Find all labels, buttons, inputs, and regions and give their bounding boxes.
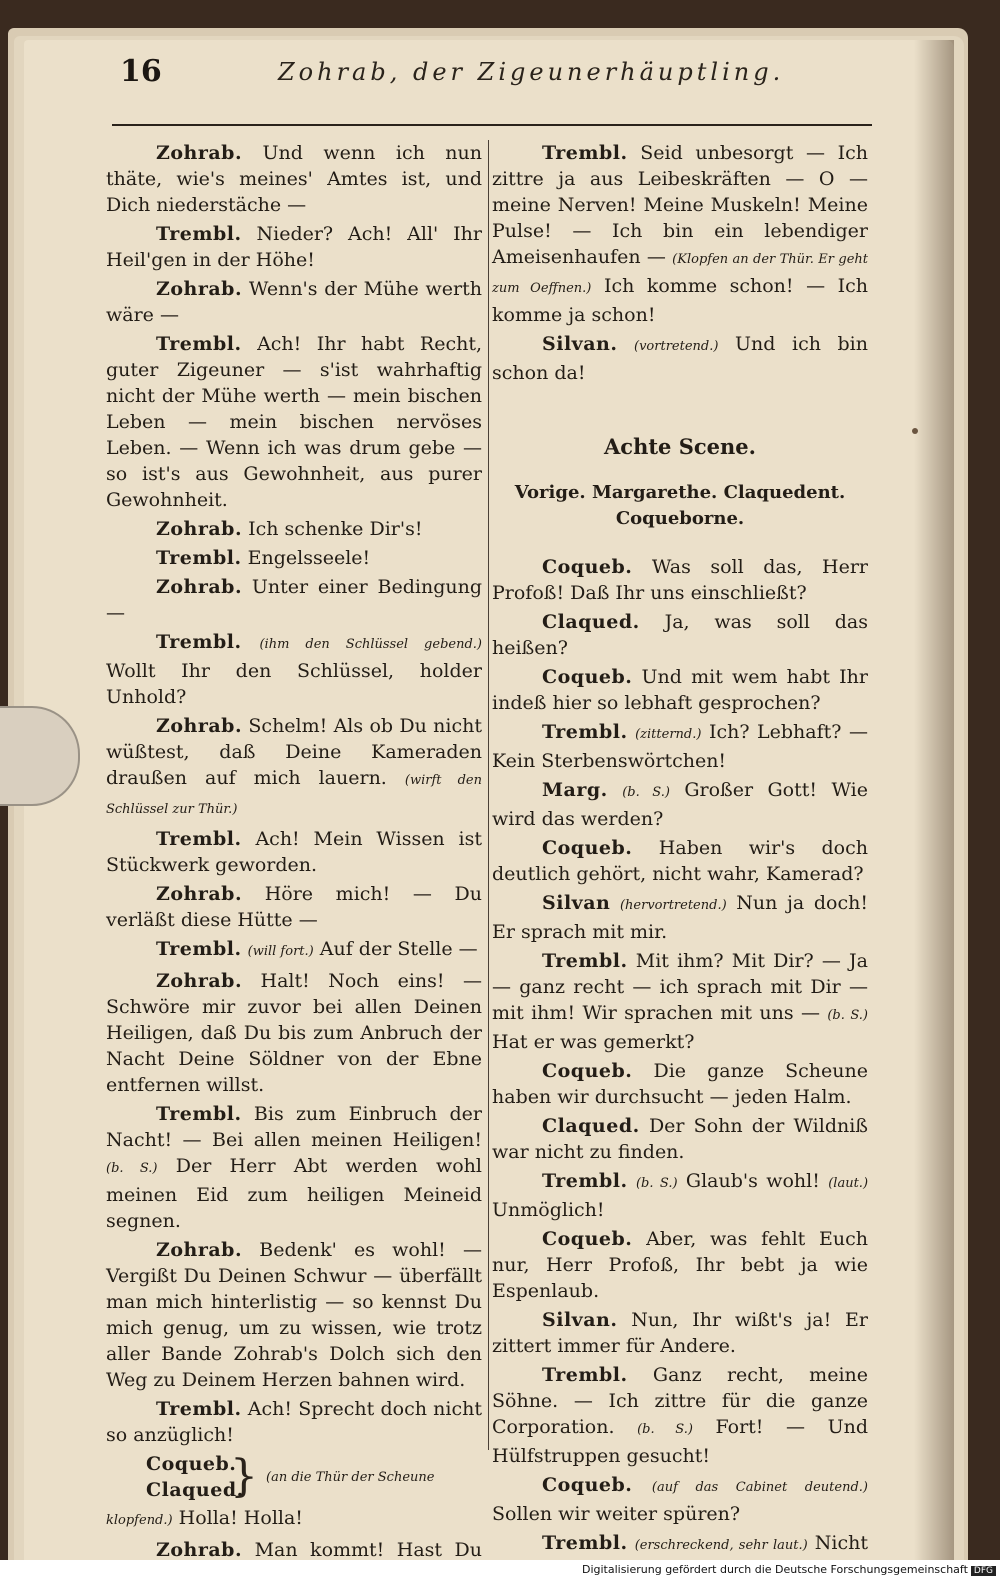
speaker: Silvan. (542, 1309, 618, 1331)
speech-text: Holla! Holla! (178, 1507, 303, 1529)
stage-direction: (b. S.) (635, 1176, 678, 1191)
speaker: Marg. (542, 779, 608, 801)
speaker: Trembl. (542, 950, 628, 972)
speech-text: Unter einer Bedingung — (106, 576, 482, 624)
left-column (106, 140, 482, 1560)
cast-line: Vorige. Margarethe. Claquedent. (514, 482, 846, 503)
speech-text-cont: Unmöglich! (492, 1199, 605, 1221)
speech-text: Wollt Ihr den Schlüssel, holder Unhold? (106, 660, 482, 708)
speech-text: Aber, was fehlt Euch nur, Herr Profoß, Ihr bebt ja wie Espenlaub. (492, 1228, 868, 1302)
paper-spot (912, 428, 918, 434)
brace-glyph: } (230, 1451, 258, 1502)
speech-text: Ganz recht, meine Söhne. — Ich zittre für die ganze Corporation. (492, 1364, 868, 1438)
stage-direction: (laut.) (828, 1176, 869, 1191)
speech (492, 1113, 868, 1165)
stage-direction: (vortretend.) (634, 339, 719, 354)
speech (492, 1472, 868, 1527)
speech (492, 140, 868, 328)
speaker: Coqueb. (542, 556, 633, 578)
stage-direction: (will fort.) (247, 944, 314, 959)
speaker: Zohrab. (156, 576, 243, 598)
speech-text: Man kommt! Hast Du (254, 1539, 482, 1560)
speaker: Zohrab. (156, 1239, 243, 1261)
speech (106, 516, 482, 542)
speech-text: Engelsseele! (247, 547, 371, 569)
speech-text: Und mit wem habt Ihr indeß hier so lebhaft gesprochen? (492, 666, 868, 714)
speech-text: Höre mich! — Du verläßt diese Hütte — (106, 883, 483, 931)
right-column (492, 140, 868, 1560)
speaker: Claqued. (542, 611, 640, 633)
speaker: Coqueb. (542, 1474, 633, 1496)
speech-text: Ach! Ihr habt Recht, guter Zigeuner — s'ist wahrhaftig nicht der Mühe werth — mein bischen Leben — mein bischen nervöses Leben. — Wenn ich was drum gebe — so ist's aus Gewohnheit, aus purer Gewohnheit. (106, 333, 482, 511)
stage-direction: (b. S.) (106, 1161, 158, 1176)
speech (492, 1058, 868, 1110)
stage-direction: (auf das Cabinet deutend.) (651, 1480, 868, 1495)
running-title: Zohrab, der Zigeunerhäuptling. (278, 58, 785, 86)
digitization-credit (582, 1563, 996, 1576)
speaker: Trembl. (156, 333, 242, 355)
speech (106, 545, 482, 571)
speech-continuation (106, 1505, 482, 1534)
speech-text: Die ganze Scheune haben wir durchsucht — jeden Halm. (492, 1060, 868, 1108)
speech (106, 221, 482, 273)
speaker: Trembl. (156, 547, 242, 569)
speaker: Silvan. (542, 333, 618, 355)
stage-direction: (erschreckend, sehr laut.) (634, 1538, 808, 1553)
stage-direction: (an die Thür der Scheune (266, 1470, 435, 1485)
cast-line: Coqueborne. (615, 508, 745, 529)
stage-direction: (b. S.) (622, 785, 670, 800)
speaker: Trembl. (542, 1364, 628, 1386)
speaker: Zohrab. (156, 970, 243, 992)
speech-text: Nun ja doch! Er sprach mit mir. (492, 892, 868, 943)
speaker: Claqued. (542, 1115, 640, 1137)
speech (492, 1168, 868, 1223)
speech-text: Ach! Mein Wissen ist Stückwerk geworden. (106, 828, 482, 876)
speech-text: Nun, Ihr wißt's ja! Er zittert immer für Andere. (492, 1309, 868, 1357)
speech-text: Der Sohn der Wildniß war nicht zu finden. (492, 1115, 868, 1163)
speech (106, 713, 482, 823)
stage-direction: (ihm den Schlüssel gebend.) (259, 637, 482, 652)
speech (492, 1226, 868, 1304)
speech-text: Schelm! Als ob Du nicht wüßtest, daß Deine Kameraden draußen auf mich lauern. (106, 715, 482, 789)
speech (106, 936, 482, 965)
speech (492, 664, 868, 716)
speech-text: Wenn's der Mühe werth wäre — (106, 278, 482, 326)
speech (492, 1362, 868, 1469)
speaker: Coqueb. (542, 666, 633, 688)
speech (492, 331, 868, 386)
speech (492, 777, 868, 832)
speech (492, 719, 868, 774)
speech-text: Ach! Sprecht doch nicht so anzüglich! (106, 1398, 482, 1446)
speech-text: Nieder? Ach! All' Ihr Heil'gen in der Höhe! (106, 223, 482, 271)
speech (106, 1237, 482, 1393)
speech (106, 1537, 482, 1560)
speech-text: Haben wir's doch deutlich gehört, nicht wahr, Kamerad? (492, 837, 869, 885)
speech-text: Bedenk' es wohl! — Vergißt Du Deinen Schwur — überfällt man mich hinterlistig — so kennst Du mich genug, um zu wissen, wie trotz aller Bande Zohrab's Dolch sich den Weg zu Deinem Herzen bahnen wird. (106, 1239, 482, 1391)
gutter-shadow (914, 40, 954, 1560)
stage-direction: (b. S.) (637, 1422, 693, 1437)
speech (492, 890, 868, 945)
speaker: Claqued. (146, 1479, 244, 1501)
scene-heading: Achte Scene. (604, 434, 756, 459)
speech-text: Und ich bin schon da! (492, 333, 868, 384)
dfg-logo: DFG (971, 1566, 996, 1576)
speech-text: Ich? Lebhaft? — Kein Sterbenswörtchen! (492, 721, 868, 772)
speaker: Silvan (542, 892, 611, 914)
speaker: Trembl. (156, 223, 242, 245)
speech-text: Seid unbesorgt — Ich zittre ja aus Leibeskräften — O — meine Nerven! Meine Muskeln! Meine Pulse! — Ich bin ein lebendiger Ameisenhaufen — (492, 142, 869, 268)
stage-direction: (hervortretend.) (619, 898, 727, 913)
speaker: Coqueb. (542, 1060, 633, 1082)
speaker: Trembl. (156, 1103, 242, 1125)
speaker: Trembl. (542, 1170, 628, 1192)
speech (106, 1101, 482, 1234)
speech (106, 826, 482, 878)
speech (106, 331, 482, 513)
speaker: Zohrab. (156, 715, 243, 737)
speaker: Coqueb. (146, 1453, 237, 1475)
speech-text: Was soll das, Herr Profoß! Daß Ihr uns einschließt? (492, 556, 868, 604)
cast-list (492, 480, 868, 532)
stage-direction: (wirft den Schlüssel zur Thür.) (106, 773, 482, 817)
column-rule (488, 140, 489, 1450)
speech (492, 835, 868, 887)
speaker: Trembl. (156, 828, 242, 850)
speech (106, 629, 482, 710)
speech-text: Halt! Noch eins! — Schwöre mir zuvor bei allen Deinen Heiligen, daß Du bis zum Anbruch der Nacht Deine Söldner von der Ebne entfernen willst. (106, 970, 482, 1096)
speech-text: Großer Gott! Wie wird das werden? (492, 779, 868, 830)
stage-direction: (zitternd.) (635, 727, 702, 742)
speech (106, 574, 482, 626)
speaker: Zohrab. (156, 278, 243, 300)
stage-direction: (b. S.) (827, 1008, 869, 1023)
speech (106, 1396, 482, 1448)
speaker: Zohrab. (156, 518, 243, 540)
speech-text: Bis zum Einbruch der Nacht! — Bei allen meinen Heiligen! (106, 1103, 482, 1151)
speaker: Zohrab. (156, 1539, 243, 1560)
speaker: Coqueb. (542, 837, 633, 859)
running-header (88, 54, 868, 98)
speech (106, 276, 482, 328)
speaker: Trembl. (542, 142, 628, 164)
speech-text-cont: Ich komme schon! — Ich komme ja schon! (492, 275, 869, 326)
joint-speech (106, 1451, 482, 1505)
speech-text: Ja, was soll das heißen? (492, 611, 868, 659)
speech (492, 948, 868, 1055)
speech-text: Auf der Stelle — (319, 938, 478, 960)
speech (106, 968, 482, 1098)
credit-text: Digitalisierung gefördert durch die Deutsche Forschungsgemeinschaft (581, 1563, 968, 1576)
header-rule (112, 124, 872, 126)
speaker: Trembl. (542, 1532, 628, 1554)
speech (492, 554, 868, 606)
speech-text: Nicht (814, 1532, 869, 1554)
speech-text-aside: Der Herr Abt werden wohl meinen Eid zum heiligen Meineid segnen. (106, 1155, 482, 1232)
speech-text: Und wenn ich nun thäte, wie's meines' Amtes ist, und Dich niederstäche — (106, 142, 482, 216)
speaker: Zohrab. (156, 883, 243, 905)
speech-text-aside: Hat er was gemerkt? (492, 1031, 695, 1053)
speech (106, 140, 482, 218)
speaker: Zohrab. (156, 142, 243, 164)
speaker: Coqueb. (542, 1228, 633, 1250)
speech-text-aside: Fort! — Und Hülfstruppen gesucht! (492, 1416, 868, 1467)
speech (492, 1307, 868, 1359)
speech-text: Ich schenke Dir's! (248, 518, 423, 540)
speech-text: Glaub's wohl! (685, 1170, 820, 1192)
stage-direction: klopfend.) (106, 1513, 173, 1528)
speech (106, 881, 482, 933)
speech-text: Mit ihm? Mit Dir? — Ja — ganz recht — ich sprach mit Dir — mit ihm! Wir sprachen mit uns — (492, 950, 869, 1024)
speaker: Trembl. (156, 631, 242, 653)
stage-direction: (Klopfen an der Thür. Er geht zum Oeffnen.) (492, 252, 868, 296)
page-number: 16 (120, 54, 162, 89)
speech-text: Sollen wir weiter spüren? (492, 1503, 741, 1525)
speaker: Trembl. (542, 721, 628, 743)
speech (492, 609, 868, 661)
speaker: Trembl. (156, 1398, 242, 1420)
speech (492, 1530, 868, 1560)
speaker: Trembl. (156, 938, 242, 960)
